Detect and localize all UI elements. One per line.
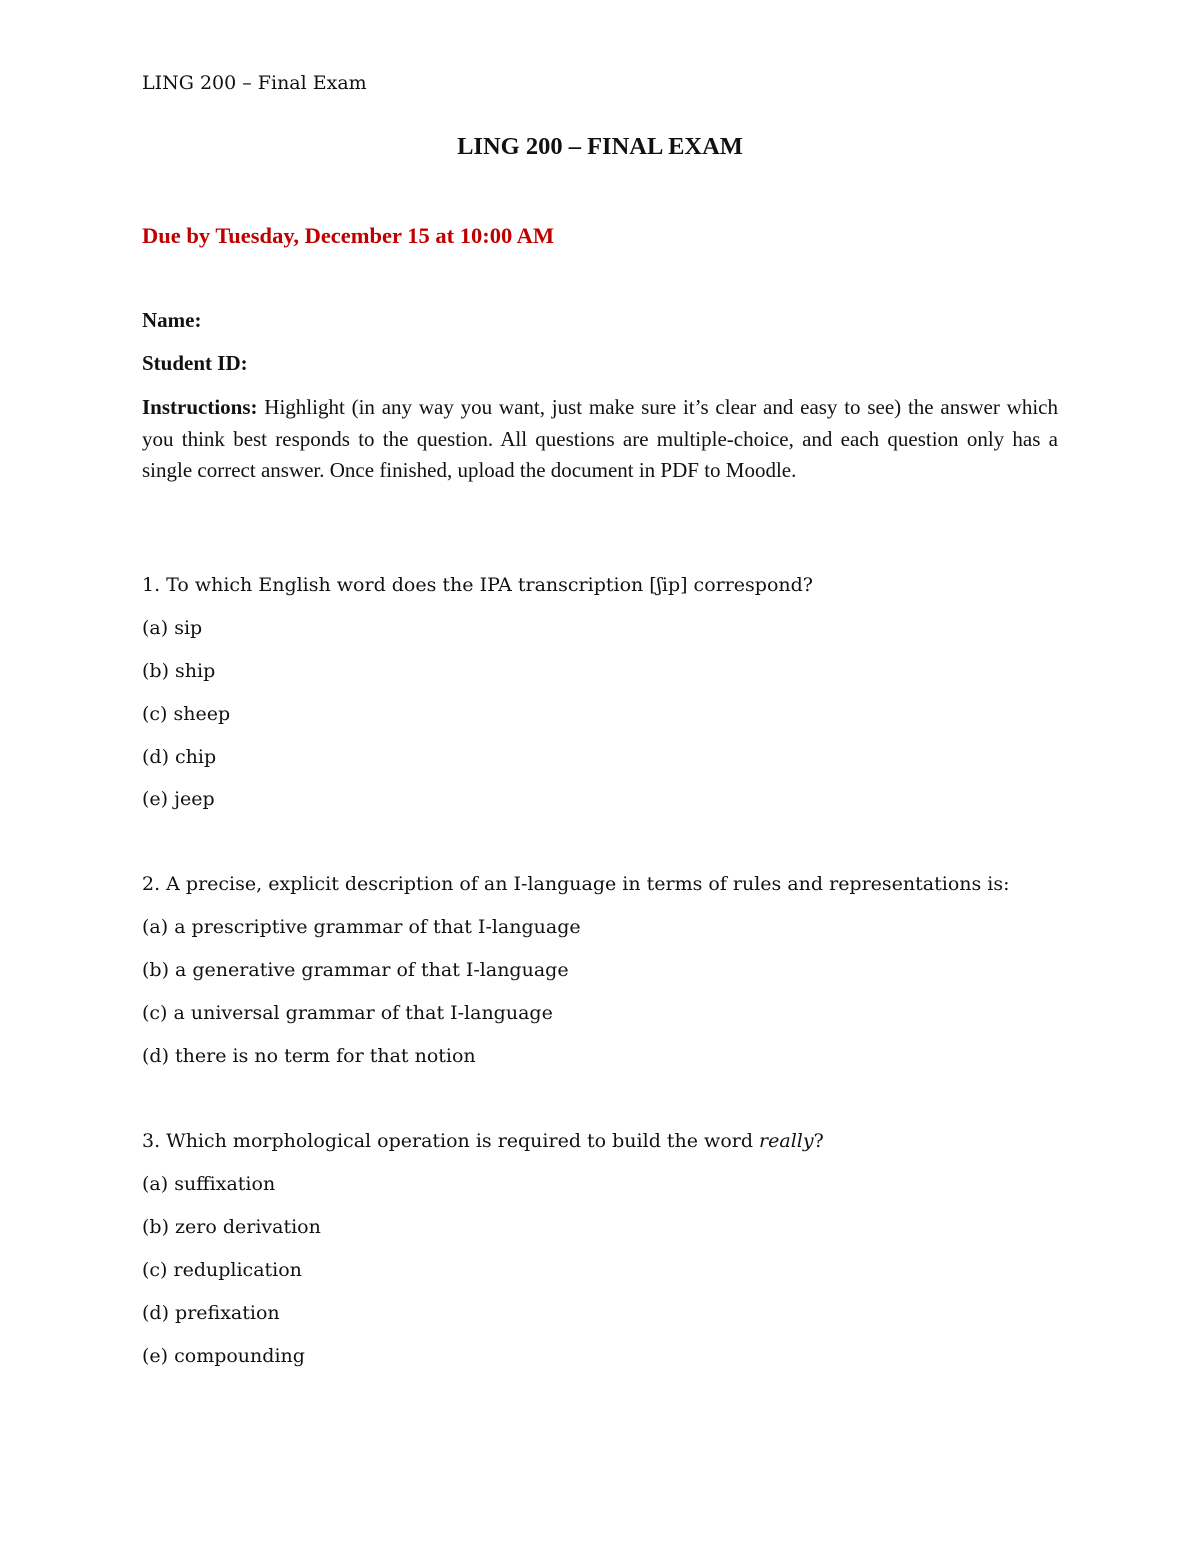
question-3-text: 3. Which morphological operation is required to build the word [142, 1130, 760, 1152]
question-3-end: ? [813, 1130, 824, 1152]
q1-option-a[interactable]: (a) sip [142, 617, 203, 639]
q2-option-c[interactable]: (c) a universal grammar of that I-language [142, 1002, 553, 1024]
q1-option-b[interactable]: (b) ship [142, 660, 216, 682]
question-2: 2. A precise, explicit description of an I-language in terms of rules and representations is: [142, 873, 1010, 895]
q1-option-d[interactable]: (d) chip [142, 746, 217, 768]
q1-option-e[interactable]: (e) jeep [142, 788, 215, 810]
name-label: Name: [142, 308, 202, 332]
instructions-text: Highlight (in any way you want, just make sure it’s clear and easy to see) the answer which you think best responds to the question. All questions are multiple-choice, and each question only has a single correct answer. Once finished, upload the document in PDF to Moodle. [142, 395, 1058, 482]
instructions [142, 392, 1058, 487]
question-1: 1. To which English word does the IPA transcription [ʃip] correspond? [142, 574, 813, 596]
due-date: Due by Tuesday, December 15 at 10:00 AM [142, 223, 555, 248]
q1-option-c[interactable]: (c) sheep [142, 703, 231, 725]
question-3 [142, 1130, 824, 1152]
question-3-italic-word: really [759, 1130, 814, 1152]
page-title: LING 200 – FINAL EXAM [457, 133, 743, 160]
q2-option-d[interactable]: (d) there is no term for that notion [142, 1045, 476, 1067]
instructions-label: Instructions: [142, 395, 258, 419]
q3-option-a[interactable]: (a) suffixation [142, 1173, 276, 1195]
q2-option-a[interactable]: (a) a prescriptive grammar of that I-language [142, 916, 581, 938]
q3-option-b[interactable]: (b) zero derivation [142, 1216, 321, 1238]
q3-option-c[interactable]: (c) reduplication [142, 1259, 302, 1281]
student-id-label: Student ID: [142, 351, 248, 375]
q2-option-b[interactable]: (b) a generative grammar of that I-language [142, 959, 569, 981]
q3-option-e[interactable]: (e) compounding [142, 1345, 305, 1367]
running-header: LING 200 – Final Exam [142, 72, 367, 94]
q3-option-d[interactable]: (d) prefixation [142, 1302, 280, 1324]
